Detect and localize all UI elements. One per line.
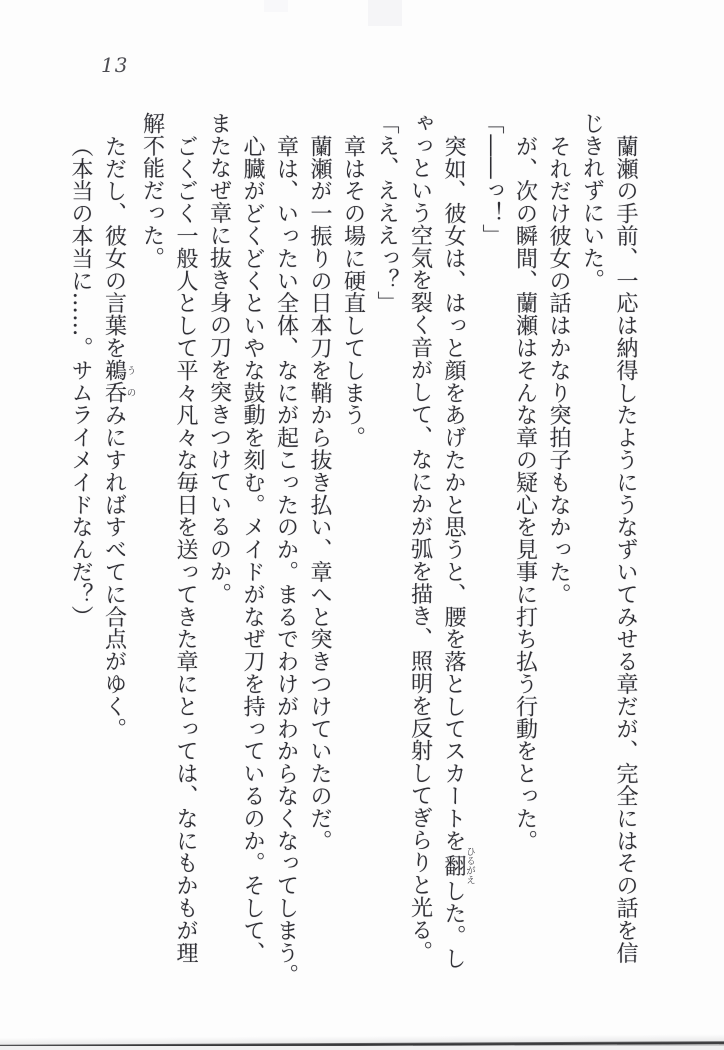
scan-edge-paper: [0, 1046, 724, 1050]
text-column: が、次の瞬間、蘭瀬はそんな章の疑心を見事に打ち払う行動をとった。: [512, 135, 538, 852]
text-column: それだけ彼女の話はかなり突拍子もなかった。: [546, 135, 571, 606]
text-column: じきれずにいた。: [579, 112, 605, 292]
ruby-annotated-text: 呑の: [101, 381, 136, 404]
text-column: 「え、えええっ？」: [374, 112, 399, 314]
page-number: 13: [101, 53, 129, 77]
text-column: 突如、彼女は、はっと顔をあげたかと思うと、腰を落としてスカートを翻ひるがえした。し: [441, 135, 475, 970]
furigana: う: [124, 359, 136, 382]
text-column: 解不能だった。: [139, 112, 165, 269]
text-column: 蘭瀬が一振りの日本刀を鞘から抜き払い、章へと突きつけていたのだ。: [307, 135, 332, 852]
text-column: ただし、彼女の言葉を鵜う呑のみにすればすべてに合点がゆく。: [101, 135, 136, 740]
furigana: ひるがえ: [464, 846, 475, 885]
text-column: ごくごく一般人として平々凡々な毎日を送ってきた章にとっては、なにもかもが理: [173, 135, 198, 964]
text-column: 心臓がどくどくといやな鼓動を刻む。メイドがなぜ刀を持っているのか。そして、: [240, 135, 265, 964]
text-column: 蘭瀬の手前、一応は納得したようにうなずいてみせる章だが、完全にはその話を信: [613, 135, 638, 964]
scan-artifact-smudge: [368, 0, 402, 26]
ruby-annotated-text: 鵜う: [101, 359, 136, 382]
text-column: （本当の本当に……。サムライメイドなんだ？）: [68, 135, 93, 628]
vertical-text-area: [68, 112, 642, 1002]
scan-artifact-smudge: [264, 0, 288, 12]
text-column: 章はその場に硬直してしまう。: [340, 135, 366, 449]
text-column: またなぜ章に抜き身の刀を突きつけているのか。: [206, 112, 232, 605]
text-column: 「――っ！」: [479, 112, 504, 247]
text-column: ゃっという空気を裂く音がして、なにかが弧を描き、照明を反射してぎらりと光る。: [407, 112, 433, 964]
text-column: 章は、いったい全体、なにが起こったのか。まるでわけがわからなくなってしまう。: [273, 135, 299, 987]
ruby-annotated-text: 翻ひるがえ: [441, 846, 475, 885]
furigana: の: [124, 381, 136, 404]
